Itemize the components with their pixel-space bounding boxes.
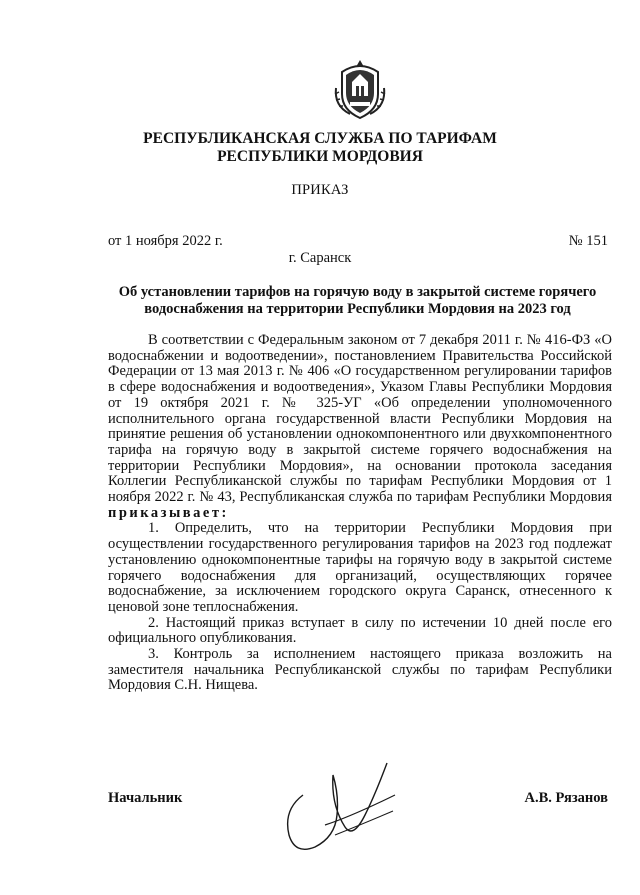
- document-title: [105, 284, 610, 318]
- organization-name: [0, 130, 640, 166]
- document-title-line1: Об установлении тарифов на горячую воду в закрытой системе горячего: [118, 284, 597, 300]
- document-city: г. Саранск: [288, 250, 352, 266]
- document-title-line2: водоснабжения на территории Республики Мордовия на 2023 год: [144, 301, 571, 317]
- document-body: [108, 333, 612, 694]
- preamble-text: В соответствии с Федеральным законом от 7 декабря 2011 г. № 416-ФЗ «О водоснабжении и водоотведении», постановлением Правительства Российской Федерации от 13 мая 2013 г. № 406 «О государственном регулировании тарифов в сфере водоснабжения и водоотведения», Указом Главы Республики Мордовия от 19 октября 2021 г. № 325-УГ «Об определении уполномоченного исполнительного органа государственной власти Республики Мордовия на принятие решения об установлении однокомпонентного или двухкомпонентного тарифа на горячую воду в закрытой системе горячего водоснабжения на территории Республики Мордовия», на основании протокола заседания Коллегии Республиканской службы по тарифам Республики Мордовия от 1 ноября 2022 г. № 43, Республиканская служба по тарифам Республики Мордовия: [108, 332, 612, 506]
- handwritten-signature: [275, 755, 425, 865]
- coat-of-arms-emblem: [330, 58, 390, 120]
- signer-name: А.В. Рязанов: [524, 790, 608, 806]
- organization-name-line1: РЕСПУБЛИКАНСКАЯ СЛУЖБА ПО ТАРИФАМ: [143, 130, 497, 147]
- document-type: ПРИКАЗ: [291, 182, 349, 198]
- item-3-paragraph: 3. Контроль за исполнением настоящего приказа возложить на заместителя начальника Республиканской службы по тарифам Республики Мордовия С.Н. Нищева.: [108, 646, 612, 694]
- signer-position: Начальник: [108, 790, 183, 806]
- decree-word: приказывает:: [108, 504, 229, 521]
- organization-name-line2: РЕСПУБЛИКИ МОРДОВИЯ: [217, 148, 423, 165]
- document-number: № 151: [568, 233, 608, 249]
- document-date: от 1 ноября 2022 г.: [108, 233, 223, 249]
- item-2-paragraph: 2. Настоящий приказ вступает в силу по истечении 10 дней после его официального опубликования.: [108, 614, 612, 647]
- item-1-paragraph: 1. Определить, что на территории Республики Мордовия при осуществлении государственного регулирования тарифов на 2023 год подлежат установлению однокомпонентные тарифы на горячую воду в закрытой системе горячего водоснабжения для организаций, осуществляющих горячее водоснабжение, за исключением городского округа Саранск, отнесенного к ценовой зоне теплоснабжения.: [108, 520, 612, 615]
- preamble-paragraph: [108, 333, 612, 521]
